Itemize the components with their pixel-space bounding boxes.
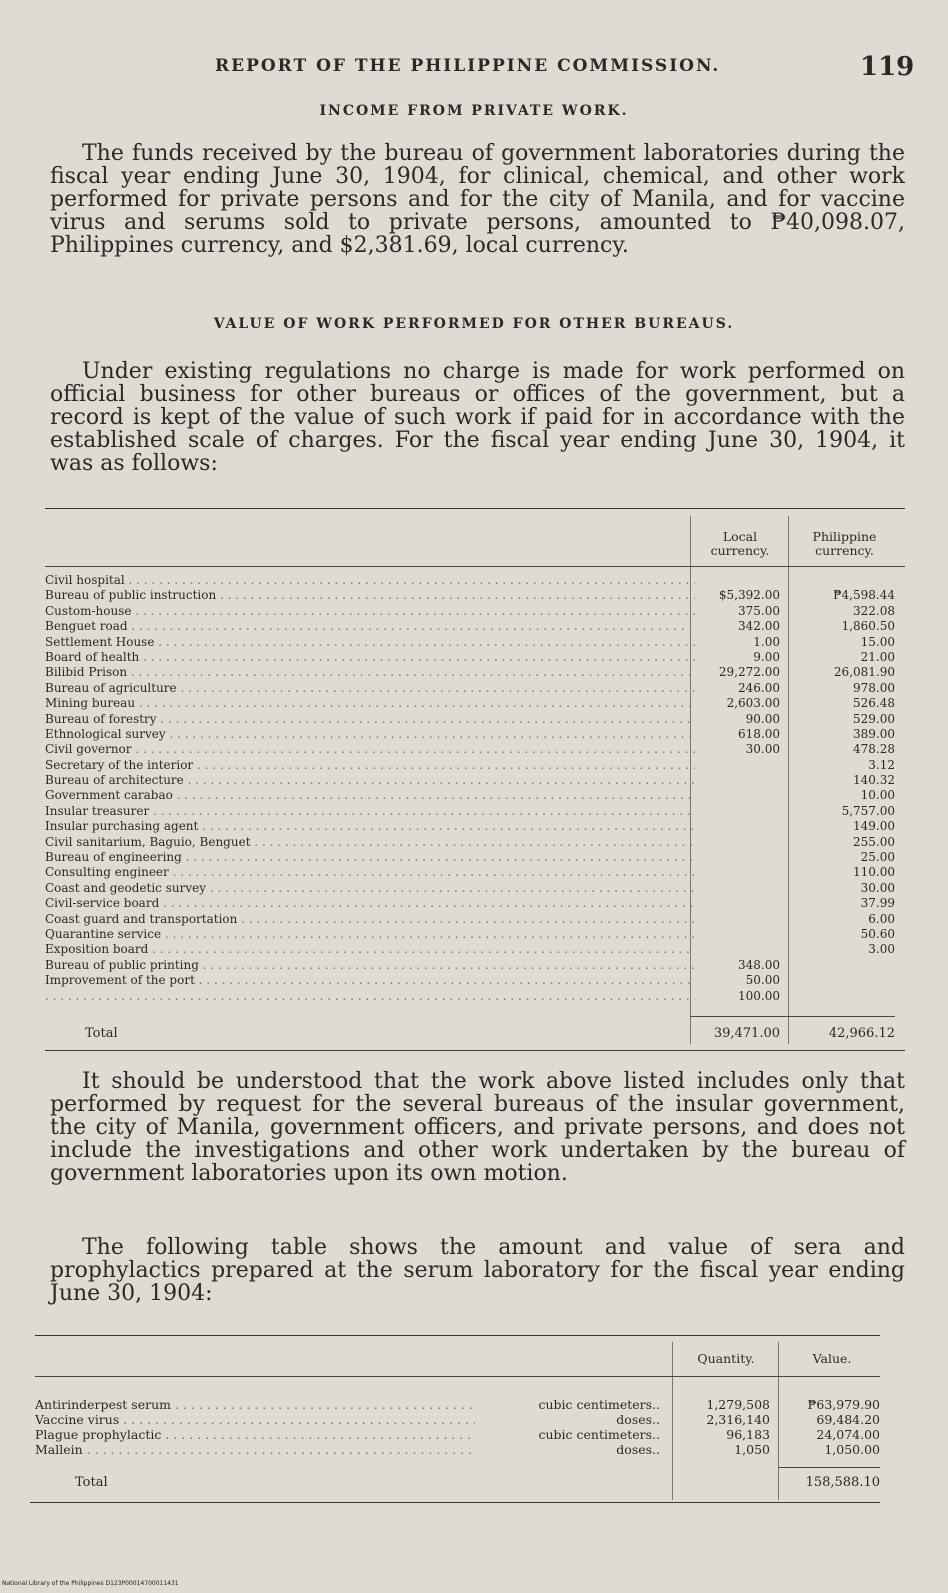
paragraph-value [50, 360, 905, 475]
table-row [0, 896, 948, 911]
table1-header-local-line1: Local [722, 529, 758, 544]
row-phil: 10.00 [860, 788, 895, 803]
row-label: Quarantine service . . . [45, 927, 695, 942]
row-phil: 50.60 [860, 926, 895, 941]
section-heading-income: INCOME FROM PRIVATE WORK. [319, 103, 629, 119]
row-phil: 526.48 [853, 696, 895, 711]
row-label: Civil governor . . . [45, 742, 695, 757]
row-phil: 3.12 [868, 757, 895, 772]
row-phil: 529.00 [853, 711, 895, 726]
row-value: 69,484.20 [816, 1412, 880, 1427]
table-row [0, 942, 948, 957]
page-header [0, 52, 948, 86]
table-row [0, 773, 948, 788]
row-label: Civil sanitarium, Baguio, Benguet . . . [45, 835, 695, 850]
row-unit: cubic centimeters.. [538, 1397, 660, 1412]
row-label: Bureau of engineering . . . [45, 850, 695, 865]
row-label: Benguet road . . . [45, 619, 695, 634]
table1-header-phil-line1: Philippine [812, 529, 877, 544]
row-label: Civil-service board . . . [45, 896, 695, 911]
row-label: Government carabao . . . [45, 788, 695, 803]
row-phil: 15.00 [860, 634, 895, 649]
row-label: Bureau of architecture . . . [45, 773, 695, 788]
row-label: Exposition board . . . [45, 942, 695, 957]
row-local: 30.00 [745, 742, 780, 757]
table-row [0, 619, 948, 634]
row-label: Insular treasurer . . . [45, 804, 695, 819]
table-row [0, 788, 948, 803]
row-phil: 3.00 [868, 942, 895, 957]
table-row [0, 912, 948, 927]
row-label: Bureau of forestry . . . [45, 712, 695, 727]
table1-total-phil: 42,966.12 [828, 1026, 895, 1041]
row-local: 246.00 [738, 680, 780, 695]
table-row [0, 650, 948, 665]
row-label: Vaccine virus . . . [35, 1412, 475, 1427]
table2-bottom-rule [30, 1502, 880, 1503]
row-value: 1,050.00 [824, 1442, 880, 1457]
table2-total-value: 158,588.10 [805, 1475, 880, 1490]
table-row [0, 696, 948, 711]
running-title: REPORT OF THE PHILIPPINE COMMISSION. [215, 56, 721, 76]
row-value: ₱63,979.90 [807, 1397, 880, 1412]
row-quantity: 2,316,140 [706, 1412, 770, 1427]
table-row [0, 1442, 948, 1457]
row-local: 100.00 [738, 988, 780, 1003]
table-row [0, 881, 948, 896]
row-label: Bilibid Prison . . . [45, 665, 695, 680]
table-row [0, 604, 948, 619]
table1-header-local-line2: currency. [710, 543, 770, 558]
row-unit: doses.. [616, 1442, 660, 1457]
row-local: 90.00 [745, 711, 780, 726]
table1-top-rule [45, 508, 905, 509]
row-label: Plague prophylactic . . . [35, 1427, 475, 1442]
table-row [0, 1412, 948, 1427]
table-row [0, 958, 948, 973]
row-label: Bureau of public instruction . . . [45, 588, 695, 603]
row-label: Improvement of the port . . . [45, 973, 695, 988]
table-row [0, 727, 948, 742]
table-row [0, 989, 948, 1004]
table-row [0, 927, 948, 942]
row-unit: doses.. [616, 1412, 660, 1427]
table-row [0, 973, 948, 988]
row-phil: 30.00 [860, 880, 895, 895]
row-local: 348.00 [738, 957, 780, 972]
table-row [0, 850, 948, 865]
row-phil: 5,757.00 [841, 803, 895, 818]
row-local: 9.00 [753, 649, 780, 664]
table-row [0, 1397, 948, 1412]
paragraph-income [50, 142, 905, 257]
row-phil: 37.99 [860, 896, 895, 911]
row-local: 1.00 [753, 634, 780, 649]
row-label: Coast and geodetic survey . . . [45, 881, 695, 896]
table-row [0, 635, 948, 650]
table1-total-local: 39,471.00 [713, 1026, 780, 1041]
row-label: Antirinderpest serum . . . [35, 1397, 475, 1412]
row-unit: cubic centimeters.. [538, 1427, 660, 1442]
paragraph-income-text: The funds received by the bureau of government laboratories during the fiscal year ending June 30, 1904, for clinical, chemical, and other work performed for private persons and for the city of Manila, and for vaccine virus and serums sold to private persons, amounted to ₱40,098.07, Philippines currency, and $2,381.69, local currency. [50, 141, 905, 258]
row-phil: 21.00 [860, 649, 895, 664]
row-label: Settlement House . . . [45, 635, 695, 650]
table1-header-local [695, 530, 785, 558]
paragraph-sera-intro-text: The following table shows the amount and value of sera and prophylactics prepared at the serum laboratory for the fiscal year ending June 30, 1904: [50, 1235, 905, 1306]
table2-top-rule [35, 1335, 880, 1336]
row-label: Secretary of the interior . . . [45, 758, 695, 773]
row-phil: 322.08 [853, 603, 895, 618]
row-local: 342.00 [738, 619, 780, 634]
row-local: $5,392.00 [718, 588, 780, 603]
table-row [0, 758, 948, 773]
table2-total-row [0, 1474, 948, 1492]
table2-header-rule [35, 1376, 880, 1377]
row-label: Bureau of agriculture . . . [45, 681, 695, 696]
row-label: Coast guard and transportation . . . [45, 912, 695, 927]
row-local: 618.00 [738, 726, 780, 741]
row-quantity: 96,183 [726, 1427, 770, 1442]
table1-total-label: Total [85, 1026, 118, 1041]
table1-bottom-rule [45, 1050, 905, 1051]
row-phil: 1,860.50 [841, 619, 895, 634]
table-row [0, 573, 948, 588]
table1-header-phil-line2: currency. [815, 543, 874, 558]
paragraph-understanding [50, 1070, 905, 1185]
row-quantity: 1,279,508 [706, 1397, 770, 1412]
library-footer: National Library of the Philippines D123P00014700011431 [2, 1580, 179, 1587]
row-phil: 149.00 [853, 819, 895, 834]
paragraph-sera-intro [50, 1236, 905, 1305]
row-phil: 25.00 [860, 850, 895, 865]
row-label: Civil hospital . . . [45, 573, 695, 588]
row-phil: 110.00 [853, 865, 895, 880]
row-phil: 6.00 [868, 911, 895, 926]
table-row [0, 681, 948, 696]
row-quantity: 1,050 [734, 1442, 770, 1457]
table2-body [0, 1397, 948, 1457]
table2-total-label: Total [75, 1475, 108, 1490]
row-phil: 478.28 [853, 742, 895, 757]
row-label: Mining bureau . . . [45, 696, 695, 711]
row-label: Custom-house . . . [45, 604, 695, 619]
row-label [45, 989, 695, 1004]
table-row [0, 712, 948, 727]
section-heading-value: VALUE OF WORK PERFORMED FOR OTHER BUREAUS. [213, 316, 735, 332]
table-row [0, 742, 948, 757]
table-row [0, 819, 948, 834]
row-label: Bureau of public printing . . . [45, 958, 695, 973]
paragraph-understanding-text: It should be understood that the work above listed includes only that performed by request for the several bureaus of the insular government, the city of Manila, government officers, and private persons, and does not include the investigations and other work undertaken by the bureau of government laboratories upon its own motion. [50, 1069, 905, 1186]
table2-sum-rule [778, 1467, 880, 1468]
table1-sum-rule [690, 1016, 895, 1017]
page-number: 119 [860, 52, 915, 82]
row-phil: 255.00 [853, 834, 895, 849]
row-value: 24,074.00 [816, 1427, 880, 1442]
row-phil: ₱4,598.44 [833, 588, 895, 603]
table-row [0, 665, 948, 680]
row-label: Insular purchasing agent . . . [45, 819, 695, 834]
row-local: 375.00 [738, 603, 780, 618]
row-label: Mallein . . . [35, 1442, 475, 1457]
table1-total-row [0, 1025, 948, 1043]
table-row [0, 588, 948, 603]
table-row [0, 804, 948, 819]
row-local: 2,603.00 [726, 696, 780, 711]
row-label: Board of health . . . [45, 650, 695, 665]
row-phil: 140.32 [853, 773, 895, 788]
row-phil: 978.00 [853, 680, 895, 695]
table2-header-val: Value. [812, 1351, 852, 1366]
table-row [0, 1427, 948, 1442]
table1-header-phil [792, 530, 897, 558]
table-row [0, 865, 948, 880]
row-label: Consulting engineer . . . [45, 865, 695, 880]
row-label: Ethnological survey . . . [45, 727, 695, 742]
paragraph-value-text: Under existing regulations no charge is made for work performed on official business for other bureaus or offices of the government, but a record is kept of the value of such work if paid for in accordance with the established scale of charges. For the fiscal year ending June 30, 1904, it was as follows: [50, 359, 905, 476]
row-phil: 389.00 [853, 726, 895, 741]
row-local: 29,272.00 [718, 665, 780, 680]
table1-body [0, 573, 948, 1004]
row-local: 50.00 [745, 973, 780, 988]
table1-header-rule [45, 566, 905, 567]
table2-header-qty: Quantity. [697, 1351, 755, 1366]
row-phil: 26,081.90 [833, 665, 895, 680]
table-row [0, 835, 948, 850]
